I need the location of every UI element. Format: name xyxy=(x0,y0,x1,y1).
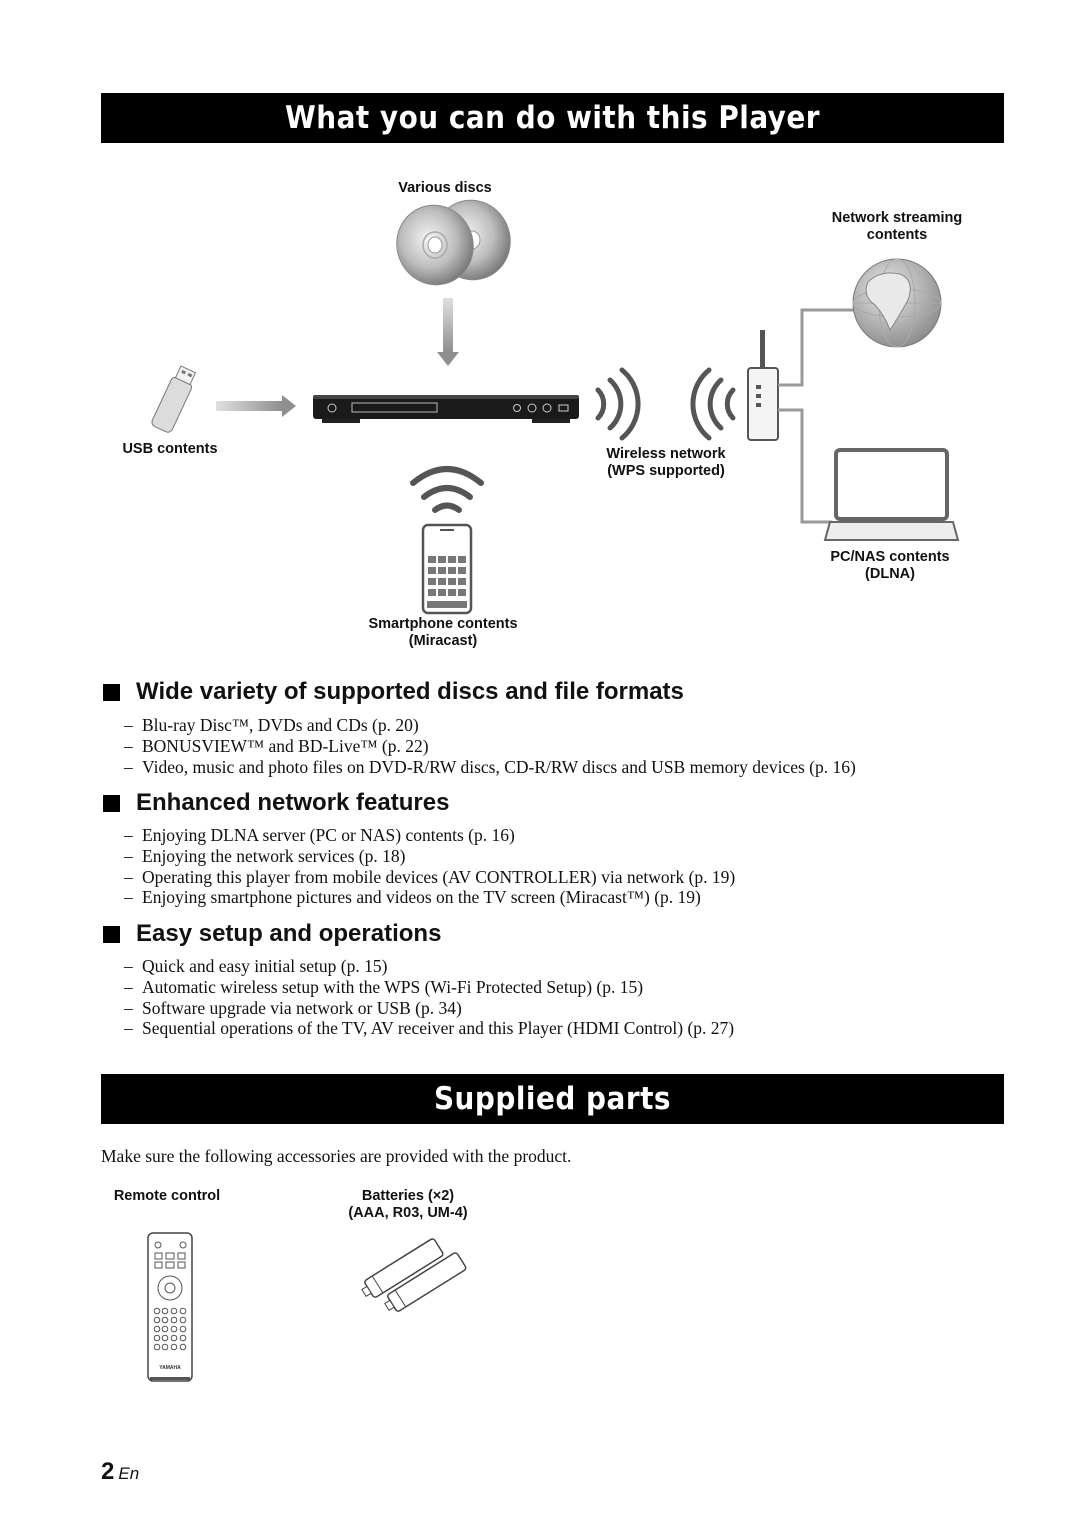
disc-icon xyxy=(386,189,522,295)
batteries-icon xyxy=(359,1231,467,1321)
list-item: – Enjoying DLNA server (PC or NAS) contents (p. 16) xyxy=(124,825,515,845)
bullet-square-icon xyxy=(103,926,120,943)
remote-control-icon xyxy=(148,1233,192,1381)
supplied-intro: Make sure the following accessories are provided with the product. xyxy=(101,1146,572,1166)
remote-control-label: Remote control xyxy=(113,1188,221,1204)
discs-label: Various discs xyxy=(398,180,492,196)
list-item: – BONUSVIEW™ and BD-Live™ (p. 22) xyxy=(124,735,429,756)
list-item: – Blu-ray Disc™, DVDs and CDs (p. 20) xyxy=(124,715,419,735)
list-item: – Automatic wireless setup with the WPS (Wi-Fi Protected Setup) (p. 15) xyxy=(124,976,644,997)
pc-nas-label: PC/NAS contents (DLNA) xyxy=(830,549,950,582)
list-item: – Software upgrade via network or USB (p. 34) xyxy=(124,997,462,1018)
section-list xyxy=(124,825,735,908)
smartphone-icon xyxy=(423,525,471,613)
globe-icon xyxy=(853,259,941,347)
network-streaming-label: Network streaming contents xyxy=(831,210,963,243)
usb-stick-icon xyxy=(150,365,198,434)
right-arrow-icon xyxy=(216,395,296,417)
page-number: 2 En xyxy=(101,1458,140,1485)
remote-brand: YAMAHA xyxy=(159,1365,181,1371)
bullet-square-icon xyxy=(103,795,120,812)
usb-contents-label: USB contents xyxy=(122,441,218,457)
smartphone-wifi-icon xyxy=(413,469,481,510)
blu-ray-player-icon xyxy=(313,395,579,423)
section-heading: Wide variety of supported discs and file formats xyxy=(103,678,684,706)
section-heading: Enhanced network features xyxy=(103,789,449,817)
batteries-label: Batteries (×2) (AAA, R03, UM-4) xyxy=(348,1188,468,1221)
router-icon xyxy=(748,330,778,440)
section-list xyxy=(124,956,734,1039)
wireless-network-label: Wireless network (WPS supported) xyxy=(606,446,726,479)
down-arrow-icon xyxy=(437,298,459,366)
smartphone-label: Smartphone contents (Miracast) xyxy=(368,616,518,649)
list-item: – Video, music and photo files on DVD-R/RW discs, CD-R/RW discs and USB memory devices (p. 16) xyxy=(124,756,856,777)
supplied-parts-banner xyxy=(101,1074,1004,1124)
bullet-square-icon xyxy=(103,684,120,701)
section-list xyxy=(124,715,856,777)
list-item: – Operating this player from mobile devices (AV CONTROLLER) via network (p. 19) xyxy=(124,866,736,887)
list-item: – Enjoying the network services (p. 18) xyxy=(124,845,406,866)
page-title: What you can do with this Player xyxy=(284,100,821,136)
list-item: – Quick and easy initial setup (p. 15) xyxy=(124,956,388,976)
section-heading: Easy setup and operations xyxy=(103,920,441,948)
list-item: – Enjoying smartphone pictures and videos on the TV screen (Miracast™) (p. 19) xyxy=(124,887,701,908)
laptop-icon xyxy=(825,450,958,540)
wifi-waves-icon xyxy=(598,370,733,438)
list-item: – Sequential operations of the TV, AV receiver and this Player (HDMI Control) (p. 27) xyxy=(124,1018,735,1039)
supplied-parts-title: Supplied parts xyxy=(433,1081,672,1117)
